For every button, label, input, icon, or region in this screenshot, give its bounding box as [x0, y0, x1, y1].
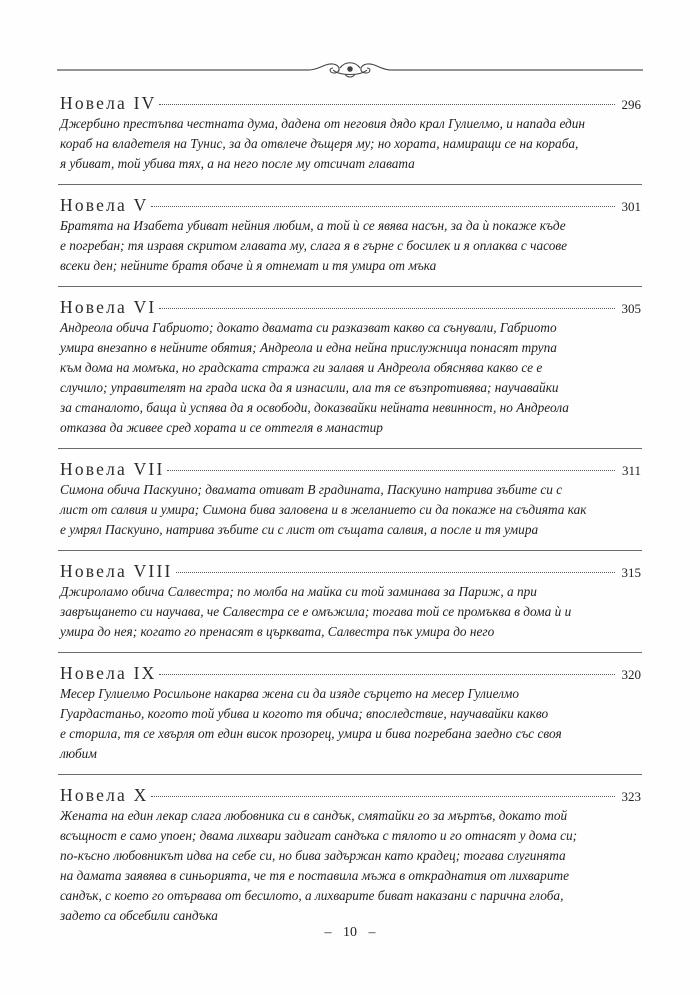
- page-reference: 315: [621, 565, 641, 580]
- entry-separator: [58, 448, 642, 449]
- summary-line: задето са обсебили сандъка: [60, 908, 218, 923]
- summary-line: всеки ден; нейните братя обаче ѝ я отнемат и тя умира от мъка: [60, 258, 437, 273]
- summary-line: е сторила, тя се хвърля от един висок прозорец, умира и бива погребана заедно със своя: [60, 726, 562, 741]
- summary-line: отказва да живее сред хората и се оттегля в манастир: [60, 420, 383, 435]
- toc-entry-heading: [60, 662, 641, 684]
- novella-title: Новела VI: [60, 297, 157, 317]
- dot-leader: [151, 206, 614, 207]
- page-reference: 305: [621, 301, 641, 316]
- summary-line: умира до нея; когато го пренасят в църквата, Салвестра пък умира до него: [60, 624, 495, 639]
- novella-summary: [60, 114, 641, 174]
- novella-summary: [60, 684, 641, 764]
- summary-line: сандък, с което го отървава от бесилото, а лихварите биват наказани с парична глоба,: [60, 888, 564, 903]
- flourish-divider-icon: [57, 56, 643, 80]
- novella-title: Новела VII: [60, 459, 165, 479]
- toc-entry: [60, 92, 641, 174]
- novella-summary: [60, 318, 641, 438]
- toc-entry-heading: [60, 560, 641, 582]
- toc-entry-heading: [60, 458, 641, 480]
- summary-line: е погребан; тя изравя скритом главата му, слага я в гърне с босилек и я оплаква с часове: [60, 238, 568, 253]
- novella-title: Новела VIII: [60, 561, 173, 581]
- summary-line: всъщност е само упоен; двама лихвари задигат сандъка с тялото и го отнасят у дома си;: [60, 828, 578, 843]
- summary-line: за станалото, баща ѝ успява да я освободи, доказвайки нейната невинност, но Андреола: [60, 400, 569, 415]
- entry-separator: [58, 286, 642, 287]
- toc-entry: [60, 194, 641, 276]
- summary-line: лист от салвия и умира; Симона бива заловена и в желанието си да покаже на съдията как: [60, 502, 587, 517]
- summary-line: любим: [60, 746, 97, 761]
- novella-summary: [60, 582, 641, 642]
- summary-line: Джироламо обича Салвестра; по молба на майка си той заминава за Париж, а при: [60, 584, 537, 599]
- summary-line: към дома на момъка, но градската стража ги залавя и Андреола обяснява какво се е: [60, 360, 543, 375]
- toc-entry-heading: [60, 784, 641, 806]
- footer-dash-right: –: [368, 925, 376, 940]
- entry-separator: [58, 652, 642, 653]
- toc-entry-heading: [60, 92, 641, 114]
- toc-entry: [60, 560, 641, 642]
- summary-line: кораб на владетеля на Тунис, за да отвлече дъщеря му; но хората, намиращи се на кораба,: [60, 136, 579, 151]
- toc-entry-heading: [60, 194, 641, 216]
- entry-separator: [58, 184, 642, 185]
- toc-entry: [60, 784, 641, 926]
- summary-line: Жената на един лекар слага любовника си в сандък, смятайки го за мъртъв, докато той: [60, 808, 568, 823]
- summary-line: Месер Гулиелмо Росильоне накарва жена си да изяде сърцето на месер Гулиелмо: [60, 686, 520, 701]
- toc-entry: [60, 296, 641, 438]
- page-reference: 323: [621, 789, 641, 804]
- entry-separator: [58, 774, 642, 775]
- novella-title: Новела IX: [60, 663, 157, 683]
- entry-separator: [58, 550, 642, 551]
- novella-summary: [60, 480, 641, 540]
- page-reference: 311: [621, 463, 641, 478]
- dot-leader: [159, 674, 614, 675]
- summary-line: по-късно любовникът идва на себе си, но бива задържан като крадец; тогава слугинята: [60, 848, 566, 863]
- dot-leader: [159, 308, 614, 309]
- dot-leader: [159, 104, 614, 105]
- page-footer: [0, 925, 700, 941]
- summary-line: Андреола обича Габриото; докато двамата си разказват какво са сънували, Габриото: [60, 320, 557, 335]
- page-reference: 301: [621, 199, 641, 214]
- summary-line: Гуардастаньо, когото той убива и когото тя обича; впоследствие, научавайки какво: [60, 706, 549, 721]
- novella-summary: [60, 216, 641, 276]
- novella-summary: [60, 806, 641, 926]
- summary-line: Джербино престъпва честната дума, дадена от неговия дядо крал Гулиелмо, и напада един: [60, 116, 586, 131]
- toc-entry-heading: [60, 296, 641, 318]
- dot-leader: [151, 796, 614, 797]
- dot-leader: [167, 470, 614, 471]
- summary-line: е умрял Паскуино, натрива зъбите си с лист от същата салвия, а после и тя умира: [60, 522, 539, 537]
- toc-entry: [60, 458, 641, 540]
- summary-line: Симона обича Паскуино; двамата отиват В градината, Паскуино натрива зъбите си с: [60, 482, 563, 497]
- toc-entry: [60, 662, 641, 764]
- summary-line: умира внезапно в нейните обятия; Андреола и една нейна прислужница понасят трупа: [60, 340, 557, 355]
- summary-line: Братята на Изабета убиват нейния любим, а той ѝ се явява насън, за да ѝ покаже къде: [60, 218, 566, 233]
- summary-line: случило; управителят на града иска да я изнасили, ала тя се възпротивява; научавайки: [60, 380, 559, 395]
- page-number: 10: [343, 925, 357, 940]
- novella-title: Новела X: [60, 785, 149, 805]
- table-of-contents: [60, 92, 641, 926]
- page-reference: 320: [621, 667, 641, 682]
- summary-line: на дамата заявява в синьорията, че тя е поставила мъжа в откраднатия от лихварите: [60, 868, 569, 883]
- footer-dash-left: –: [324, 925, 332, 940]
- novella-title: Новела IV: [60, 93, 157, 113]
- summary-line: я убиват, той убива тях, а на него после му отсичат главата: [60, 156, 415, 171]
- summary-line: завръщането си научава, че Салвестра се е омъжила; тогава той се промъква в дома ѝ и: [60, 604, 572, 619]
- dot-leader: [176, 572, 615, 573]
- novella-title: Новела V: [60, 195, 149, 215]
- page-reference: 296: [621, 97, 641, 112]
